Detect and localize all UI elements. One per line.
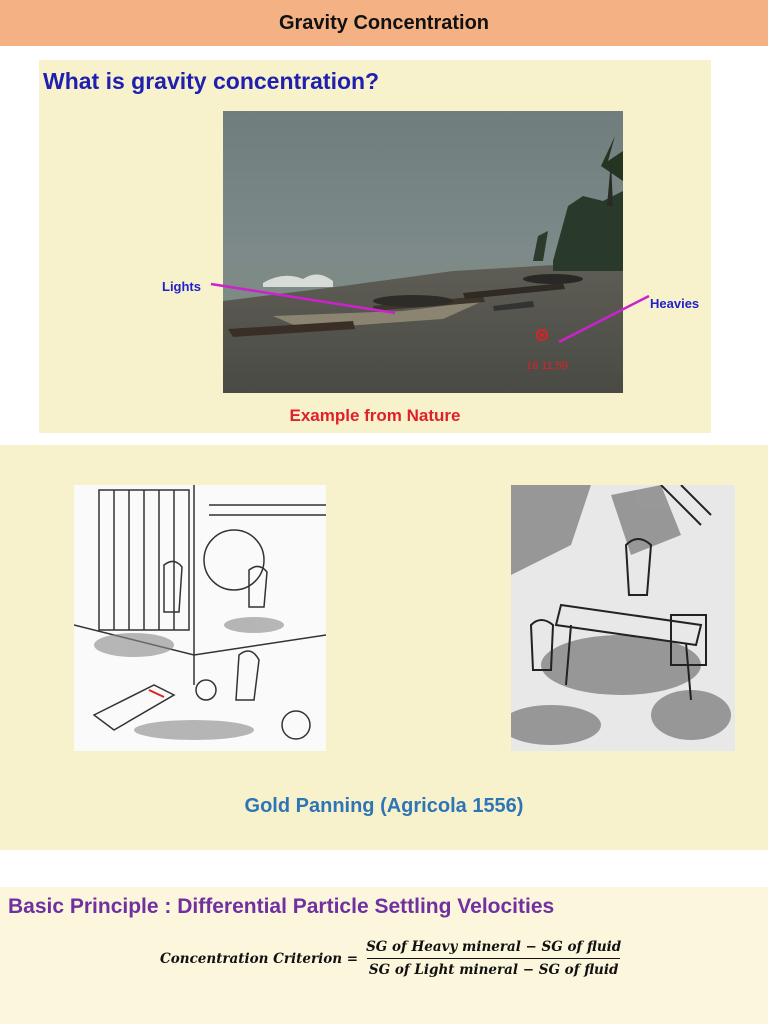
lights-label: Lights — [162, 279, 201, 294]
formula-numerator: SG of Heavy mineral − SG of fluid — [366, 939, 622, 955]
formula-fraction — [364, 939, 623, 978]
slide-basic-principle — [0, 887, 768, 1024]
page-title-bar — [0, 0, 768, 46]
woodcut-left-image — [74, 485, 326, 751]
slide-what-is-gravity — [39, 60, 711, 433]
woodcut-right-image — [511, 485, 735, 751]
concentration-criterion-formula — [160, 939, 623, 978]
slide1-heading: What is gravity concentration? — [43, 68, 380, 94]
slide1-caption: Example from Nature — [289, 406, 461, 425]
slide2-caption: Gold Panning (Agricola 1556) — [244, 795, 524, 817]
photo-timestamp: 16 11:59 — [526, 360, 569, 372]
formula-denominator: SG of Light mineral − SG of fluid — [367, 958, 621, 978]
page-title: Gravity Concentration — [278, 11, 490, 34]
slide-gold-panning — [0, 445, 768, 850]
formula-lhs: Concentration Criterion = — [160, 950, 359, 967]
heavies-label: Heavies — [650, 296, 700, 311]
beach-photo — [223, 111, 623, 393]
slide3-heading: Basic Principle : Differential Particle Settling Velocities — [8, 895, 555, 918]
